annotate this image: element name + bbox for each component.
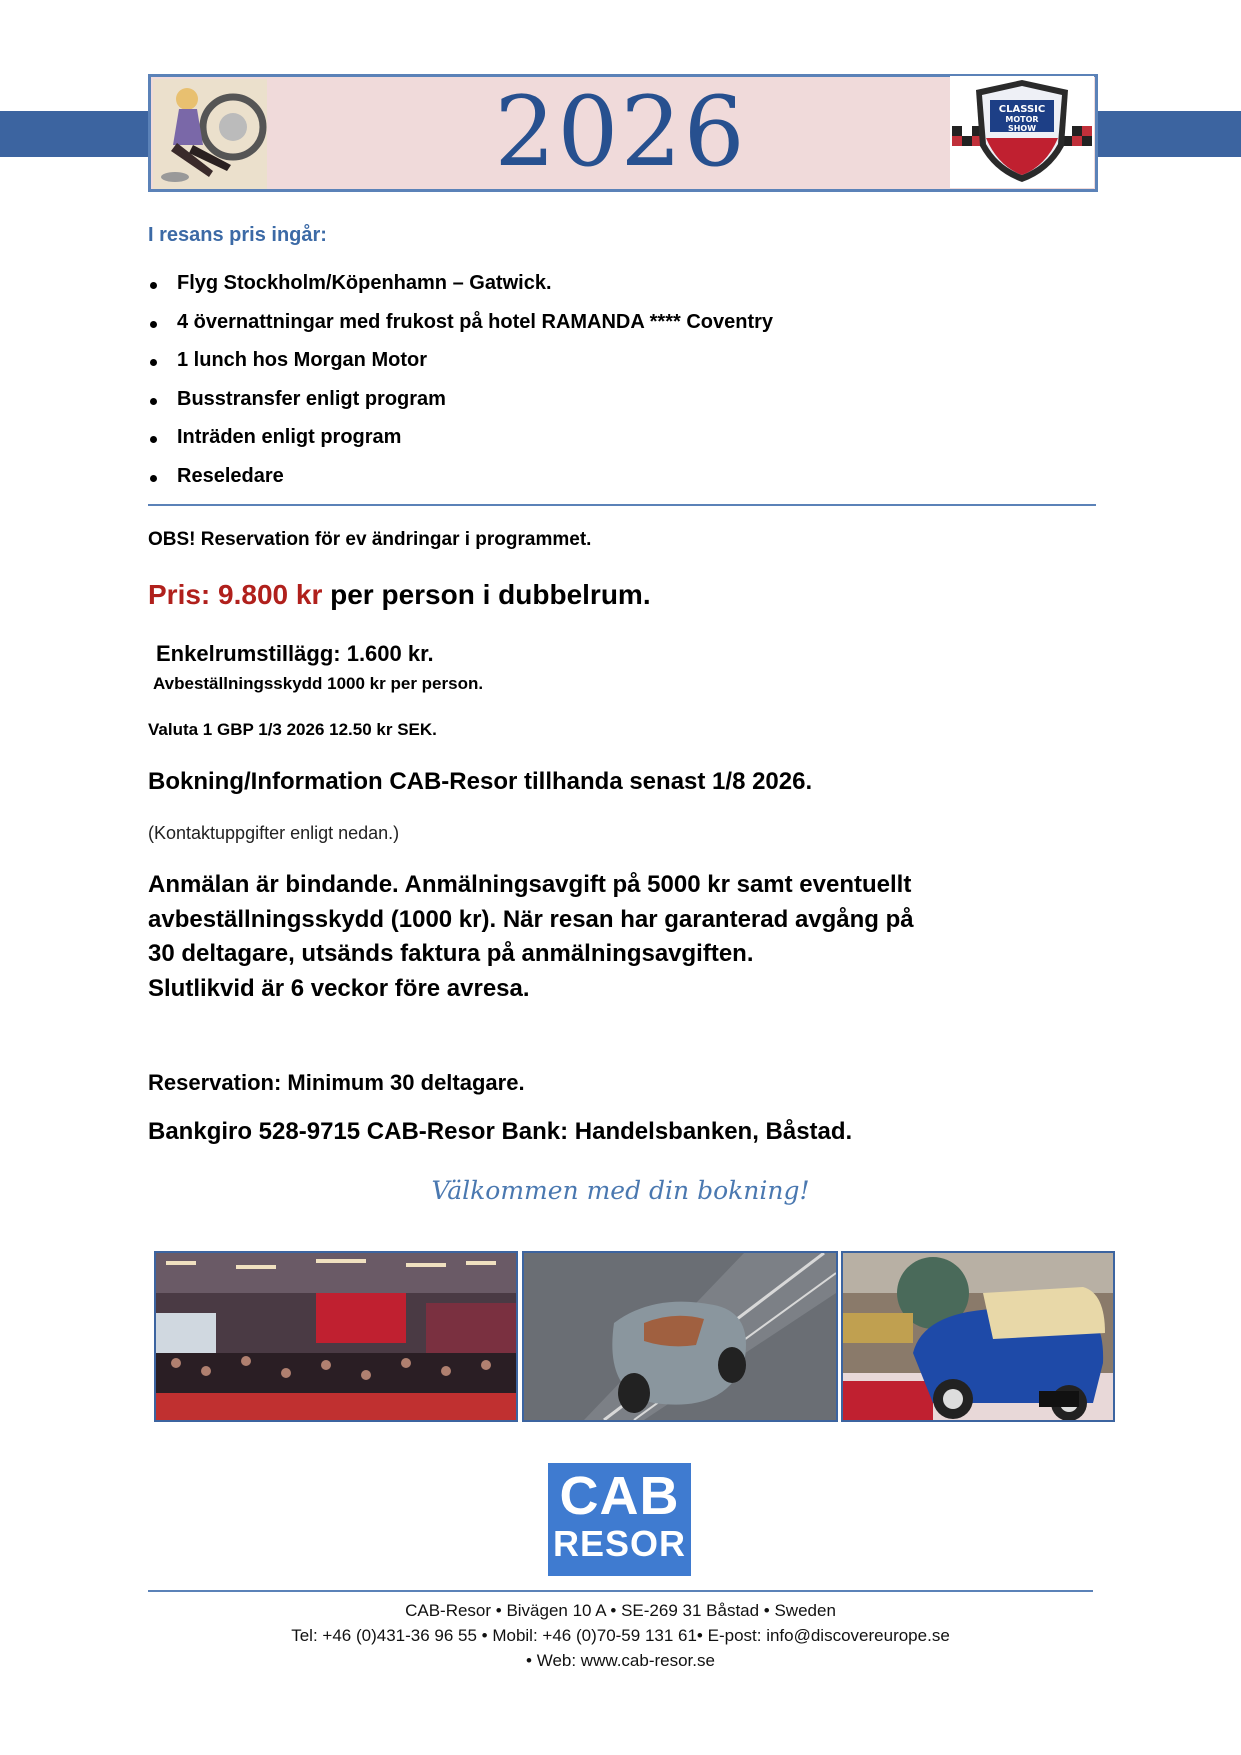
list-item: 1 lunch hos Morgan Motor bbox=[148, 349, 773, 388]
binding-line: Slutlikvid är 6 veckor före avresa. bbox=[148, 974, 530, 1002]
cancellation-insurance: Avbeställningsskydd 1000 kr per person. bbox=[153, 674, 484, 693]
bank-details: Bankgiro 528-9715 CAB-Resor Bank: Handelsbanken, Båstad. bbox=[148, 1118, 853, 1145]
booking-deadline: Bokning/Information CAB-Resor tillhanda senast 1/8 2026. bbox=[148, 768, 813, 795]
single-supplement: Enkelrumstillägg: 1.600 kr. bbox=[156, 641, 434, 666]
logo-line-resor: RESOR bbox=[552, 1523, 687, 1564]
binding-line: avbeställningsskydd (1000 kr). När resan har garanterad avgång på bbox=[148, 905, 914, 933]
welcome-text: Välkommen med din bokning! bbox=[431, 1176, 810, 1205]
list-item: Flyg Stockholm/Köpenhamn – Gatwick. bbox=[148, 272, 773, 311]
section-divider bbox=[148, 504, 1096, 506]
cab-resor-logo bbox=[548, 1463, 691, 1576]
footer-web: • Web: www.cab-resor.se bbox=[526, 1651, 715, 1670]
badge-text-classic: CLASSIC bbox=[998, 104, 1046, 115]
includes-title: I resans pris ingår: bbox=[148, 224, 327, 246]
binding-terms bbox=[148, 868, 1028, 1006]
classic-motor-show-logo bbox=[950, 76, 1094, 188]
binding-line: 30 deltagare, utsänds faktura på anmälningsavgiften. bbox=[148, 940, 754, 967]
obs-note: OBS! Reservation för ev ändringar i programmet. bbox=[148, 529, 592, 550]
footer-divider bbox=[148, 1590, 1093, 1592]
footer-contact: Tel: +46 (0)431-36 96 55 • Mobil: +46 (0)70-59 131 61• E-post: info@discovereurope.se bbox=[291, 1626, 950, 1645]
photo-morgan-car bbox=[522, 1251, 838, 1422]
list-item: Busstransfer enligt program bbox=[148, 388, 773, 427]
price-line bbox=[148, 579, 651, 611]
price-rest: per person i dubbelrum. bbox=[322, 579, 651, 610]
badge-text-motor: MOTOR bbox=[1005, 115, 1039, 124]
currency-note: Valuta 1 GBP 1/3 2026 12.50 kr SEK. bbox=[148, 720, 437, 739]
minimum-participants: Reservation: Minimum 30 deltagare. bbox=[148, 1070, 525, 1095]
logo-line-cab: CAB bbox=[559, 1466, 680, 1526]
header-year: 2026 bbox=[494, 76, 747, 188]
price-label: Pris: 9.800 kr bbox=[148, 579, 323, 610]
list-item: 4 övernattningar med frukost på hotel RAMANDA **** Coventry bbox=[148, 311, 773, 350]
photo-vintage-car bbox=[841, 1251, 1115, 1422]
contact-note: (Kontaktuppgifter enligt nedan.) bbox=[148, 823, 400, 843]
list-item: Inträden enligt program bbox=[148, 426, 773, 465]
footer-address: CAB-Resor • Bivägen 10 A • SE-269 31 Båstad • Sweden bbox=[405, 1601, 836, 1620]
badge-text-show: SHOW bbox=[1007, 124, 1037, 133]
photo-motor-show-crowd bbox=[154, 1251, 518, 1422]
includes-list bbox=[148, 272, 773, 503]
list-item: Reseledare bbox=[148, 465, 773, 504]
binding-line: Anmälan är bindande. Anmälningsavgift på 5000 kr samt eventuellt bbox=[148, 871, 912, 898]
